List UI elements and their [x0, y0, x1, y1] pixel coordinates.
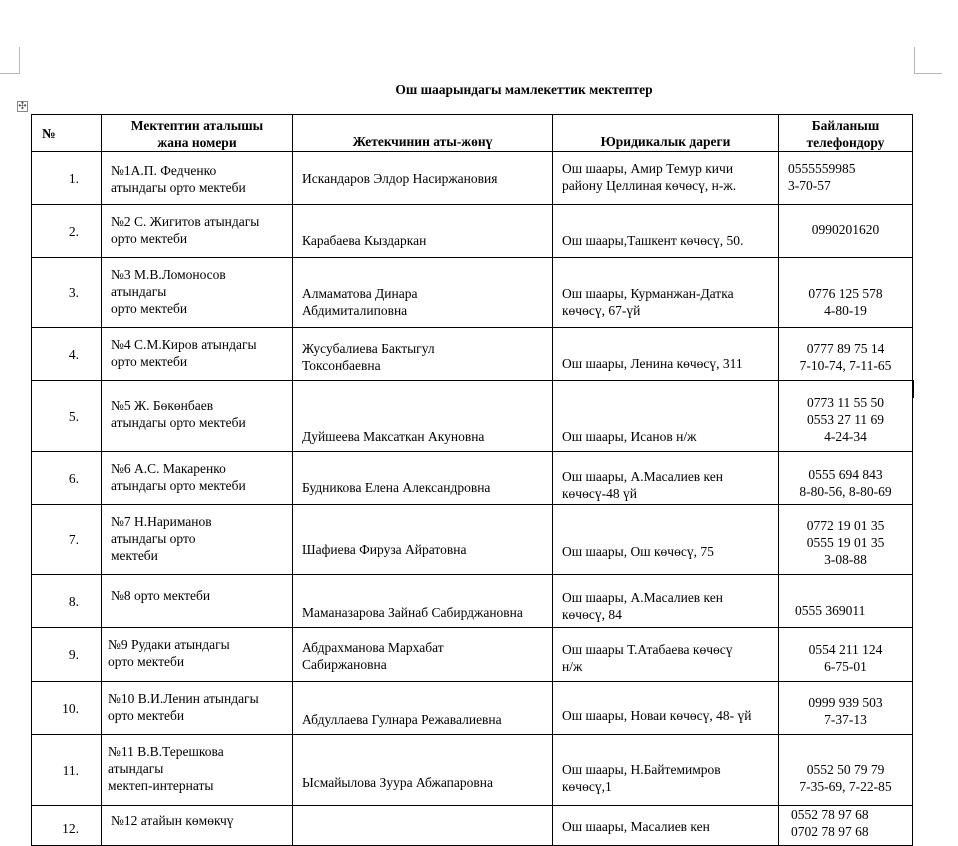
contact-phones-cell — [779, 628, 913, 682]
director-name-cell — [293, 682, 553, 735]
legal-address-cell — [553, 682, 779, 735]
contact-phones: 0990201620 — [811, 222, 880, 237]
legal-address: Ош шаары, Масалиев кен — [562, 819, 710, 834]
contact-phones: 0555 369011 — [795, 603, 866, 618]
school-name-cell — [102, 205, 293, 258]
contact-phones: 0554 211 124 6-75-01 — [808, 642, 883, 674]
legal-address: Ош шаары,Ташкент көчөсү, 50. — [562, 233, 744, 248]
row-number-cell — [32, 505, 102, 575]
legal-address-cell — [553, 735, 779, 806]
contact-phones: 0776 125 578 4-80-19 — [808, 286, 883, 318]
contact-phones-cell — [779, 575, 913, 628]
document-title: Ош шаарындагы мамлекеттик мектептер — [395, 82, 653, 97]
row-number-cell — [32, 452, 102, 505]
school-name: №12 атайын көмөкчү — [111, 813, 234, 828]
row-number: 9. — [68, 647, 79, 662]
school-name: №1А.П. Федченко атындагы орто мектеби — [111, 163, 246, 195]
director-name-cell — [293, 328, 553, 381]
contact-phones-cell — [779, 328, 913, 381]
contact-phones-cell — [779, 381, 913, 452]
contact-phones-cell — [779, 682, 913, 735]
header-phones-label: Байланыш телефондору — [806, 118, 885, 150]
school-name-cell — [102, 575, 293, 628]
legal-address-cell — [553, 452, 779, 505]
director-name-cell — [293, 152, 553, 205]
legal-address: Ош шаары, Новаи көчөсү, 48- үй — [562, 708, 752, 723]
legal-address-cell — [553, 258, 779, 328]
director-name: Ысмайылова Зуура Абжапаровна — [302, 775, 493, 790]
director-name: Абдрахманова Мархабат Сабиржановна — [302, 640, 444, 672]
table-row — [32, 381, 913, 452]
row-number-cell — [32, 205, 102, 258]
row-number: 4. — [68, 346, 79, 362]
table-row — [32, 628, 913, 682]
row-number-cell — [32, 328, 102, 381]
page-corner-mark-tl-v — [19, 47, 20, 74]
row-number: 1. — [68, 170, 79, 186]
header-address — [553, 115, 779, 152]
director-name: Алмаматова Динара Абдимиталиповна — [302, 286, 418, 318]
school-name-cell — [102, 505, 293, 575]
director-name-cell — [293, 505, 553, 575]
director-name: Жусубалиева Бактыгул Токсонбаевна — [302, 341, 435, 373]
director-name-cell — [293, 205, 553, 258]
table-row — [32, 682, 913, 735]
header-director — [293, 115, 553, 152]
school-name: №3 М.В.Ломоносов атындагы орто мектеби — [111, 267, 226, 316]
row-number-cell — [32, 575, 102, 628]
legal-address: Ош шаары, А.Масалиев кен көчөсү, 84 — [562, 590, 723, 622]
legal-address-cell — [553, 628, 779, 682]
row-number-cell — [32, 682, 102, 735]
school-name-cell — [102, 258, 293, 328]
header-school-label: Мектептин аталышы жана номери — [130, 118, 264, 150]
legal-address: Ош шаары, Амир Темур кичи району Целлиная көчөсү, н-ж. — [562, 161, 737, 193]
school-name: №5 Ж. Бөкөнбаев атындагы орто мектеби — [111, 398, 246, 430]
row-number-cell — [32, 806, 102, 846]
row-number-cell — [32, 152, 102, 205]
row-number-cell — [32, 258, 102, 328]
legal-address: Ош шаары, Н.Байтемимров көчөсү,1 — [562, 762, 721, 794]
header-phones — [779, 115, 913, 152]
table-row — [32, 735, 913, 806]
school-name-cell — [102, 152, 293, 205]
school-name-cell — [102, 682, 293, 735]
contact-phones-cell — [779, 806, 913, 846]
table-row — [32, 505, 913, 575]
row-number: 8. — [68, 593, 79, 609]
contact-phones-cell — [779, 452, 913, 505]
table-move-icon[interactable]: ✣ — [18, 101, 27, 112]
table-row — [32, 575, 913, 628]
contact-phones: 0555559985 3-70-57 — [788, 161, 856, 193]
table-row — [32, 806, 913, 846]
header-school — [102, 115, 293, 152]
row-number: 12. — [62, 821, 79, 836]
school-name: №10 В.И.Ленин атындагы орто мектеби — [108, 691, 259, 723]
school-name-cell — [102, 328, 293, 381]
contact-phones-cell — [779, 505, 913, 575]
legal-address-cell — [553, 328, 779, 381]
table-row — [32, 258, 913, 328]
director-name-cell — [293, 575, 553, 628]
page-corner-mark-tr-v — [914, 47, 915, 74]
legal-address-cell — [553, 152, 779, 205]
school-name: №9 Рудаки атындагы орто мектеби — [108, 637, 230, 669]
contact-phones: 0777 89 75 14 7-10-74, 7-11-65 — [799, 341, 892, 373]
director-name: Маманазарова Зайнаб Сабирджановна — [302, 605, 523, 620]
row-number: 10. — [62, 700, 79, 716]
school-name: №7 Н.Нариманов атындагы орто мектеби — [111, 514, 212, 563]
header-number — [32, 115, 102, 152]
table-row — [32, 328, 913, 381]
row-number-cell — [32, 735, 102, 806]
text-cursor — [913, 380, 914, 398]
row-number: 7. — [68, 532, 79, 547]
school-name: №11 В.В.Терешкова атындагы мектеп-интернаты — [108, 744, 224, 793]
director-name: Абдуллаева Гулнара Режавалиевна — [302, 712, 502, 727]
page-corner-mark-tl-h — [0, 73, 20, 74]
schools-table — [31, 114, 913, 846]
legal-address: Ош шаары, Ленина көчөсү, 311 — [562, 356, 743, 371]
contact-phones: 0999 939 503 7-37-13 — [808, 695, 883, 727]
director-name-cell — [293, 628, 553, 682]
director-name: Шафиева Фируза Айратовна — [302, 542, 467, 557]
contact-phones: 0772 19 01 35 0555 19 01 35 3-08-88 — [806, 518, 885, 567]
school-name: №4 С.М.Киров атындагы орто мектеби — [111, 337, 257, 369]
school-name-cell — [102, 735, 293, 806]
contact-phones: 0555 694 843 8-80-56, 8-80-69 — [799, 467, 892, 499]
contact-phones: 0773 11 55 50 0553 27 11 69 4-24-34 — [806, 395, 885, 444]
row-number: 3. — [68, 285, 79, 300]
contact-phones-cell — [779, 205, 913, 258]
director-name-cell — [293, 735, 553, 806]
header-number-label: № — [42, 126, 56, 141]
header-address-label: Юридикалык дареги — [600, 134, 731, 149]
director-name-cell — [293, 381, 553, 452]
table-row — [32, 205, 913, 258]
table-row — [32, 152, 913, 205]
legal-address: Ош шаары Т.Атабаева көчөсү н/ж — [562, 642, 733, 674]
contact-phones-cell — [779, 735, 913, 806]
school-name: №2 С. Жигитов атындагы орто мектеби — [111, 214, 260, 246]
legal-address: Ош шаары, Исанов н/ж — [562, 429, 697, 444]
header-director-label: Жетекчинин аты-жөнү — [352, 134, 493, 149]
school-name-cell — [102, 806, 293, 846]
school-name: №8 орто мектеби — [111, 588, 211, 603]
legal-address: Ош шаары, А.Масалиев кен көчөсү-48 үй — [562, 469, 723, 501]
table-row — [32, 452, 913, 505]
contact-phones: 0552 50 79 79 7-35-69, 7-22-85 — [799, 762, 892, 794]
row-number: 2. — [68, 223, 79, 239]
row-number-cell — [32, 628, 102, 682]
legal-address: Ош шаары, Ош көчөсү, 75 — [562, 544, 714, 559]
director-name: Искандаров Элдор Насиржановия — [302, 170, 498, 186]
legal-address-cell — [553, 505, 779, 575]
school-name-cell — [102, 381, 293, 452]
contact-phones-cell — [779, 258, 913, 328]
school-name-cell — [102, 628, 293, 682]
school-name: №6 А.С. Макаренко атындагы орто мектеби — [111, 461, 246, 493]
director-name-cell — [293, 806, 553, 846]
legal-address-cell — [553, 381, 779, 452]
director-name: Карабаева Кыздаркан — [302, 233, 427, 248]
legal-address-cell — [553, 205, 779, 258]
contact-phones-cell — [779, 152, 913, 205]
director-name: Дуйшеева Максаткан Акуновна — [302, 429, 485, 444]
school-name-cell — [102, 452, 293, 505]
director-name-cell — [293, 258, 553, 328]
legal-address: Ош шаары, Курманжан-Датка көчөсү, 67-үй — [562, 286, 734, 318]
legal-address-cell — [553, 806, 779, 846]
row-number: 5. — [68, 408, 79, 424]
row-number-cell — [32, 381, 102, 452]
page-corner-mark-tr-h — [914, 73, 942, 74]
contact-phones: 0552 78 97 68 0702 78 97 68 — [791, 807, 869, 839]
director-name-cell — [293, 452, 553, 505]
row-number: 11. — [62, 762, 79, 778]
director-name: Будникова Елена Александровна — [302, 480, 491, 495]
row-number: 6. — [68, 470, 79, 486]
legal-address-cell — [553, 575, 779, 628]
